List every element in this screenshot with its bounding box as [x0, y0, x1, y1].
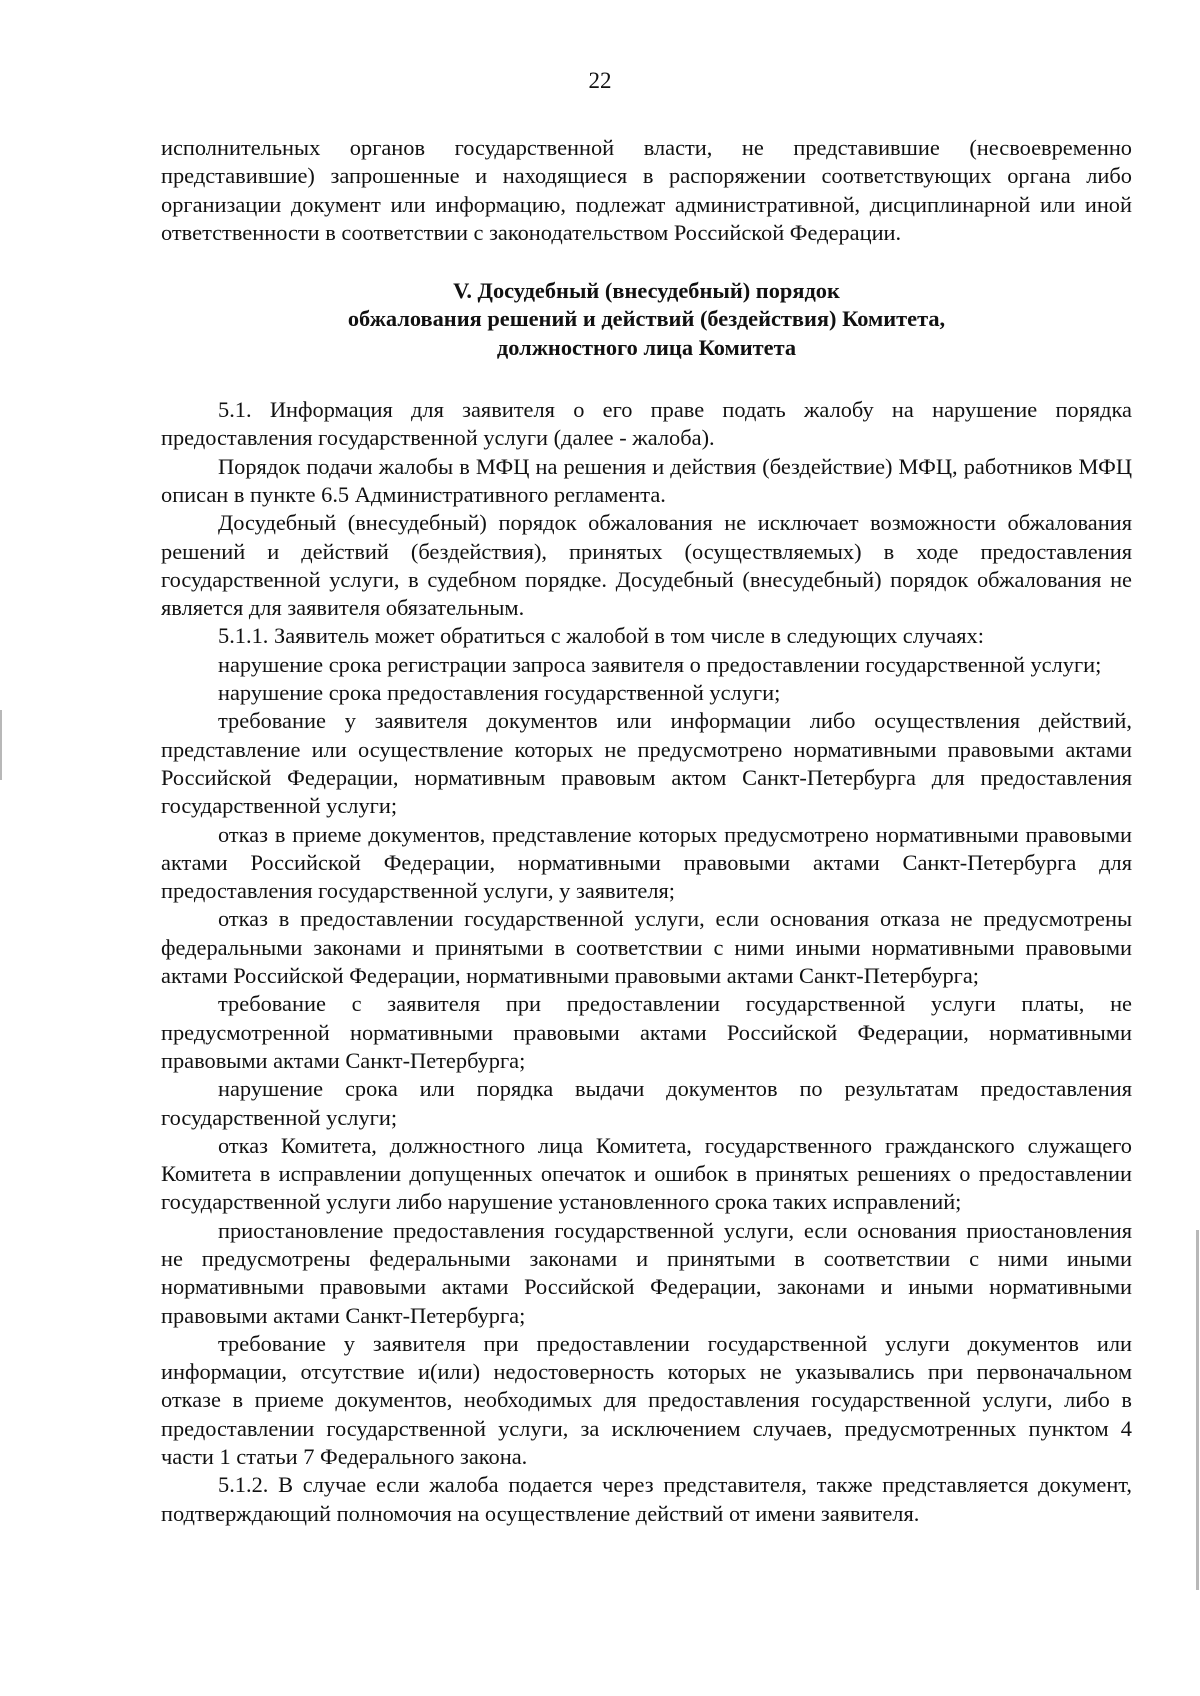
- list-item: отказ в приеме документов, представление которых предусмотрено нормативными правовыми актами Российской Федерации, нормативными правовыми актами Санкт-Петербурга для предоставления государственной услуги, у заявителя;: [161, 821, 1132, 904]
- section-heading-line-3: должностного лица Комитета: [496, 334, 797, 360]
- document-body: [161, 134, 1132, 1528]
- paragraph-mfc-complaint: Порядок подачи жалобы в МФЦ на решения и действия (бездействие) МФЦ, работников МФЦ описан в пункте 6.5 Административного регламента.: [161, 453, 1132, 507]
- scan-edge-mark: [0, 710, 2, 780]
- page-number: 22: [588, 68, 612, 93]
- paragraph-5-1-2: 5.1.2. В случае если жалоба подается через представителя, также представляется документ, подтверждающий полномочия на осуществление действий от имени заявителя.: [161, 1472, 1132, 1526]
- list-item: требование с заявителя при предоставлении государственной услуги платы, не предусмотренной нормативными правовыми актами Российской Федерации, нормативными правовыми актами Санкт-Петербурга;: [161, 991, 1132, 1073]
- list-item: отказ Комитета, должностного лица Комитета, государственного гражданского служащего Комитета в исправлении допущенных опечаток и ошибок в принятых решениях о предоставлении государственной услуги либо нарушение установленного срока таких исправлений;: [161, 1132, 1132, 1215]
- paragraph-5-1-1: 5.1.1. Заявитель может обратиться с жалобой в том числе в следующих случаях:: [218, 623, 984, 649]
- intro-paragraph: исполнительных органов государственной власти, не представившие (несвоевременно представившие) запрошенные и находящиеся в распоряжении соответствующих органа либо организации документ или информацию, подлежат административной, дисциплинарной или иной ответственности в соответствии с законодательством Российской Федерации.: [161, 135, 1132, 245]
- section-heading-line-1: V. Досудебный (внесудебный) порядок: [453, 278, 840, 304]
- section-heading: [161, 277, 1132, 362]
- list-item: нарушение срока или порядка выдачи документов по результатам предоставления государственной услуги;: [161, 1076, 1132, 1130]
- list-item: отказ в предоставлении государственной услуги, если основания отказа не предусмотрены федеральными законами и принятыми в соответствии с ними иными нормативными правовыми актами Российской Федерации, нормативными правовыми актами Санкт-Петербурга;: [161, 906, 1132, 989]
- list-item: требование у заявителя при предоставлении государственной услуги документов или информации, отсутствие и(или) недостоверность которых не указывались при первоначальном отказе в приеме документов, необходимых для предоставления государственной услуги, либо в предоставлении государственной услуги, за исключением случаев, предусмотренных пунктом 4 части 1 статьи 7 Федерального закона.: [161, 1330, 1132, 1470]
- list-item: требование у заявителя документов или информации либо осуществления действий, представление или осуществление которых не предусмотрено нормативными правовыми актами Российской Федерации, нормативным правовым актом Санкт-Петербурга для предоставления государственной услуги;: [161, 708, 1132, 819]
- list-item: нарушение срока предоставления государственной услуги;: [218, 680, 781, 706]
- section-heading-line-2: обжалования решений и действий (бездействия) Комитета,: [347, 306, 946, 332]
- list-item: нарушение срока регистрации запроса заявителя о предоставлении государственной услуги;: [218, 651, 1102, 677]
- list-item: приостановление предоставления государственной услуги, если основания приостановления не предусмотрены федеральными законами и принятыми в соответствии с ними иными нормативными правовыми актами Российской Федерации, законами и иными нормативными правовыми актами Санкт-Петербурга;: [161, 1217, 1132, 1328]
- scan-edge-mark: [1196, 1230, 1199, 1590]
- paragraph-pretrial-order: Досудебный (внесудебный) порядок обжалования не исключает возможности обжалования решений и действий (бездействия), принятых (осуществляемых) в ходе предоставления государственной услуги, в судебном порядке. Досудебный (внесудебный) порядок обжалования не является для заявителя обязательным.: [161, 510, 1132, 621]
- paragraph-5-1: 5.1. Информация для заявителя о его праве подать жалобу на нарушение порядка предоставления государственной услуги (далее - жалоба).: [161, 397, 1132, 451]
